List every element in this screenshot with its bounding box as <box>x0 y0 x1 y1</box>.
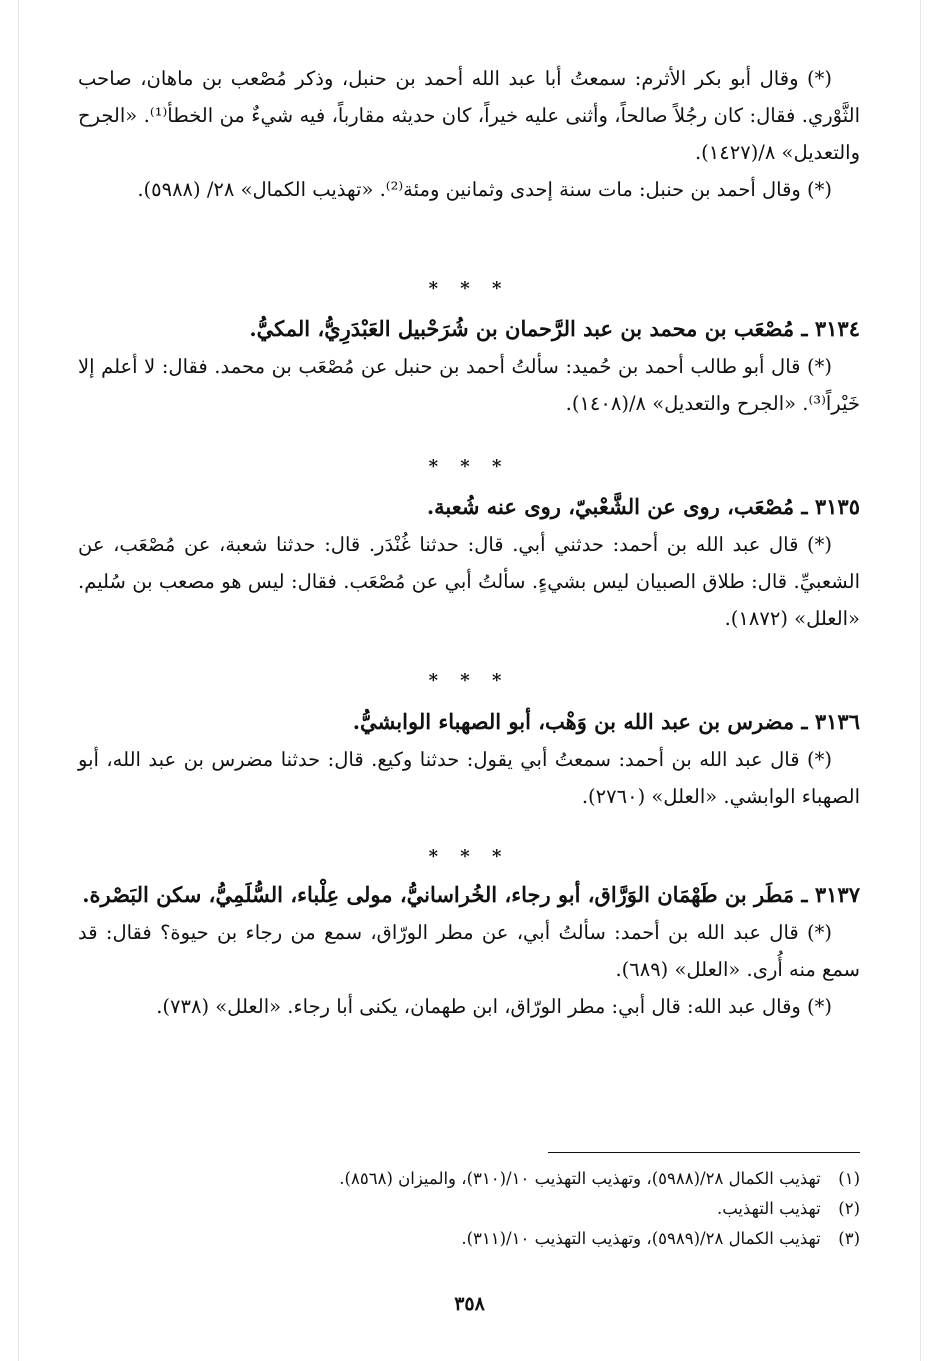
entry-paragraph: (*) وقال عبد الله: قال أبي: مطر الورّاق، ابن طهمان، يكنى أبا رجاء. «العلل» (٧٣٨). <box>156 995 832 1018</box>
footnote-text: تهذيب الكمال ٢٨/(٥٩٨٩)، وتهذيب التهذيب ١٠/(٣١١). <box>461 1229 821 1248</box>
footnote-number: (٣) <box>838 1229 860 1248</box>
footnote-separator-rule <box>548 1152 860 1153</box>
footnote-1 <box>180 1164 860 1194</box>
footnotes <box>180 1164 860 1254</box>
entry-3137 <box>78 876 860 1025</box>
page-number: ٣٥٨ <box>454 1293 485 1315</box>
entry-paragraph: (*) قال عبد الله بن أحمد: سمعتُ أبي يقول: حدثنا وكيع. قال: حدثنا مضرس بن عبد الله، أبو الصهباء الوابشي. «العلل» (٢٧٦٠). <box>78 748 860 808</box>
section-separator: * * * <box>428 456 510 477</box>
intro-paragraph-2: (*) وقال أحمد بن حنبل: مات سنة إحدى وثمانين ومئة⁽²⁾. «تهذيب الكمال» ٢٨/ (٥٩٨٨). <box>137 178 832 201</box>
entry-3135 <box>78 488 860 637</box>
entry-heading: ٣١٣٥ ـ مُصْعَب، روى عن الشَّعْبيّ، روى عنه شُعبة. <box>426 494 860 519</box>
entry-3136 <box>78 703 860 815</box>
footnote-2 <box>180 1194 860 1224</box>
footnote-number: (١) <box>838 1169 860 1188</box>
entry-heading: ٣١٣٤ ـ مُصْعَب بن محمد بن عبد الرَّحمان بن شُرَحْبيل العَبْدَرِيُّ، المكيُّ. <box>249 316 860 341</box>
scan-artifact-line <box>18 0 19 1361</box>
footnote-number: (٢) <box>838 1199 860 1218</box>
entry-3134 <box>78 310 860 422</box>
entry-heading: ٣١٣٦ ـ مضرس بن عبد الله بن وَهْب، أبو الصهباء الوابشيُّ. <box>352 709 860 734</box>
entry-paragraph: (*) قال عبد الله بن أحمد: حدثني أبي. قال: حدثنا غُنْدَر. قال: حدثنا شعبة، عن مُصْعَب، عن الشعبيِّ. قال: طلاق الصبيان ليس بشيءٍ. سألتُ أبي عن مُصْعَب. فقال: ليس هو مصعب بن سُليم. «العلل» (١٨٧٢). <box>78 533 860 630</box>
scan-artifact-line <box>920 0 921 1361</box>
entry-paragraph: (*) قال أبو طالب أحمد بن حُميد: سألتُ أحمد بن حنبل عن مُصْعَب بن محمد. فقال: لا أعلم إلا خَيْراً⁽³⁾. «الجرح والتعديل» ٨/(١٤٠٨). <box>78 355 860 415</box>
footnote-3 <box>180 1224 860 1254</box>
section-separator: * * * <box>428 670 510 691</box>
section-separator: * * * <box>428 846 510 867</box>
section-separator: * * * <box>428 278 510 299</box>
intro-paragraph-1: (*) وقال أبو بكر الأثرم: سمعتُ أبا عبد الله أحمد بن حنبل، وذكر مُصْعب بن ماهان، صاحب الثَّوْري. فقال: كان رجُلاً صالحاً، وأثنى عليه خيراً، كان حديثه مقارباً، فيه شيءٌ من الخطأ⁽¹⁾. «الجرح والتعديل» ٨/(١٤٢٧). <box>78 67 860 164</box>
entry-heading: ٣١٣٧ ـ مَطَر بن طَهْمَان الوَرَّاق، أبو رجاء، الخُراسانيُّ، مولى عِلْباء، السُّلَمِيُّ، سكن البَصْرة. <box>82 882 860 907</box>
entry-paragraph: (*) قال عبد الله بن أحمد: سألتُ أبي، عن مطر الورّاق، سمع من رجاء بن حيوة؟ فقال: قد سمع منه أُرى. «العلل» (٦٨٩). <box>78 921 860 981</box>
footnote-text: تهذيب الكمال ٢٨/(٥٩٨٨)، وتهذيب التهذيب ١٠/(٣١٠)، والميزان (٨٥٦٨). <box>339 1169 821 1188</box>
intro-block <box>78 60 860 208</box>
footnote-text: تهذيب التهذيب. <box>716 1199 821 1218</box>
